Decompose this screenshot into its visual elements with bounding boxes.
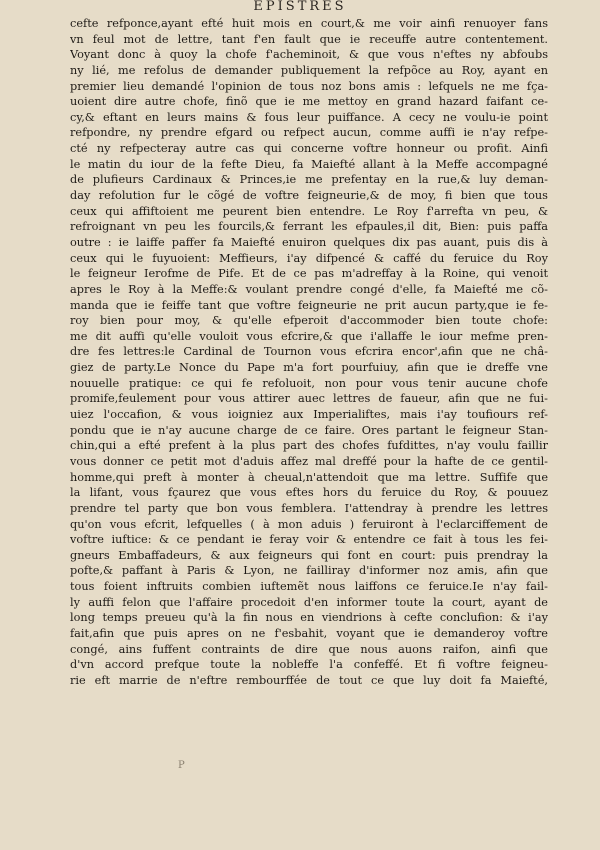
text-line: le matin du iour de la fefte Dieu, fa Maiefté allant à la Meffe accompagné — [70, 157, 548, 171]
text-line: pofte,& paffant à Paris & Lyon, ne failliray d'informer noz amis, afin que — [70, 564, 548, 578]
text-line: le feigneur Ierofme de Pife. Et de ce pas m'adreffay à la Roine, qui venoit — [70, 267, 548, 281]
text-line: vous donner ce petit mot d'aduis affez mal dreffé pour la hafte de ce gentil- — [70, 454, 548, 468]
text-line: uoient dire autre chofe, finõ que ie me mettoy en grand hazard faifant ce- — [70, 95, 548, 109]
bottom-mark: P — [178, 760, 185, 771]
text-line: gneurs Embaffadeurs, & aux feigneurs qui font en court: puis prendray la — [70, 548, 548, 562]
text-line: day refolution fur le cõgé de voftre feigneurie,& de moy, fi bien que tous — [70, 189, 548, 203]
body-text — [70, 16, 548, 689]
text-line: qu'on vous efcrit, lefquelles ( à mon aduis ) feruiront à l'eclarciffement de — [70, 517, 548, 531]
text-line: long temps preueu qu'à la fin nous en viendrions à cefte conclufion: & i'ay — [70, 611, 548, 625]
text-line: outre : ie laiffe paffer fa Maiefté enuiron quelques dix pas auant, puis dis à — [70, 235, 548, 249]
text-line: la lifant, vous fçaurez que vous eftes hors du feruice du Roy, & pouuez — [70, 486, 548, 500]
text-line: me dit auffi qu'elle vouloit vous efcrire,& que i'allaffe le iour mefme pren- — [70, 329, 548, 343]
text-line: chin,qui a efté prefent à la plus part des chofes fufdittes, n'ay voulu faillir — [70, 439, 548, 453]
text-line: ly auffi felon que l'affaire procedoit d'en informer toute la court, ayant de — [70, 595, 548, 609]
text-line: manda que ie feiffe tant que voftre feigneurie ne prit aucun party,que ie fe- — [70, 298, 548, 312]
text-line: refpondre, ny prendre efgard ou refpect aucun, comme auffi ie n'ay refpe- — [70, 126, 548, 140]
text-line: homme,qui preft à monter à cheual,n'attendoit que ma lettre. Suffife que — [70, 470, 548, 484]
text-line: cy,& eftant en leurs mains & fous leur puiffance. A cecy ne voulu-ie point — [70, 110, 548, 124]
text-line: tous foient inftruits combien iuftemẽt nous laiffons ce feruice.Ie n'ay fail- — [70, 580, 548, 594]
text-line: de plufieurs Cardinaux & Princes,ie me prefentay en la rue,& luy deman- — [70, 173, 548, 187]
text-line: congé, ains fuffent contraints de dire que nous auons raifon, ainfi que — [70, 642, 548, 656]
text-line: fait,afin que puis apres on ne f'esbahit, voyant que ie demanderoy voftre — [70, 626, 548, 640]
text-line: ceux qui affiftoient me peurent bien entendre. Le Roy f'arrefta vn peu, & — [70, 204, 548, 218]
text-line: voftre iuftice: & ce pendant ie feray voir & entendre ce fait à tous les fei- — [70, 533, 548, 547]
text-line: roy bien pour moy, & qu'elle efperoit d'accommoder bien toute chofe: — [70, 314, 548, 328]
text-line: promife,feulement pour vous attirer auec lettres de faueur, afin que ne fui- — [70, 392, 548, 406]
text-line: refroignant vn peu les fourcils,& ferrant les efpaules,il dit, Bien: puis paffa — [70, 220, 548, 234]
text-line: premier lieu demandé l'opinion de tous noz bons amis : lefquels ne me fça- — [70, 79, 548, 93]
text-line: vn feul mot de lettre, tant f'en fault que ie receuffe autre contentement. — [70, 32, 548, 46]
text-line: rie eft marrie de n'eftre rembourffée de tout ce que luy doit fa Maiefté, — [70, 673, 548, 687]
text-line: prendre tel party que bon vous femblera. I'attendray à prendre les lettres — [70, 501, 548, 515]
text-line: Voyant donc à quoy la chofe f'acheminoit, & que vous n'eftes ny abfoubs — [70, 48, 548, 62]
running-title: EPISTRES — [253, 0, 347, 14]
text-line: dre fes lettres:le Cardinal de Tournon vous efcrira encor',afin que ne châ- — [70, 345, 548, 359]
text-line: uiez l'occafion, & vous ioigniez aux Imperialiftes, mais i'ay toufiours ref- — [70, 408, 548, 422]
text-line: nouuelle pratique: ce qui fe refoluoit, non pour vous tenir aucune chofe — [70, 376, 548, 390]
text-line: cefte refponce,ayant efté huit mois en court,& me voir ainfi renuoyer fans — [70, 17, 548, 30]
text-line: d'vn accord prefque toute la nobleffe l'a confeffé. Et fi voftre feigneu- — [70, 658, 548, 672]
text-line: giez de party.Le Nonce du Pape m'a fort pourfuiuy, afin que ie dreffe vne — [70, 361, 548, 375]
text-line: cté ny refpecteray autre cas qui concerne voftre honneur ou profit. Ainfi — [70, 142, 548, 156]
text-line: ceux qui le fuyuoient: Meffieurs, i'ay difpencé & caffé du feruice du Roy — [70, 251, 548, 265]
text-line: pondu que ie n'ay aucune charge de ce faire. Ores partant le feigneur Stan- — [70, 423, 548, 437]
text-line: apres le Roy à la Meffe:& voulant prendre congé d'elle, fa Maiefté me cõ- — [70, 282, 548, 296]
text-line: ny lié, me refolus de demander publiquement la refpõce au Roy, ayant en — [70, 63, 548, 77]
